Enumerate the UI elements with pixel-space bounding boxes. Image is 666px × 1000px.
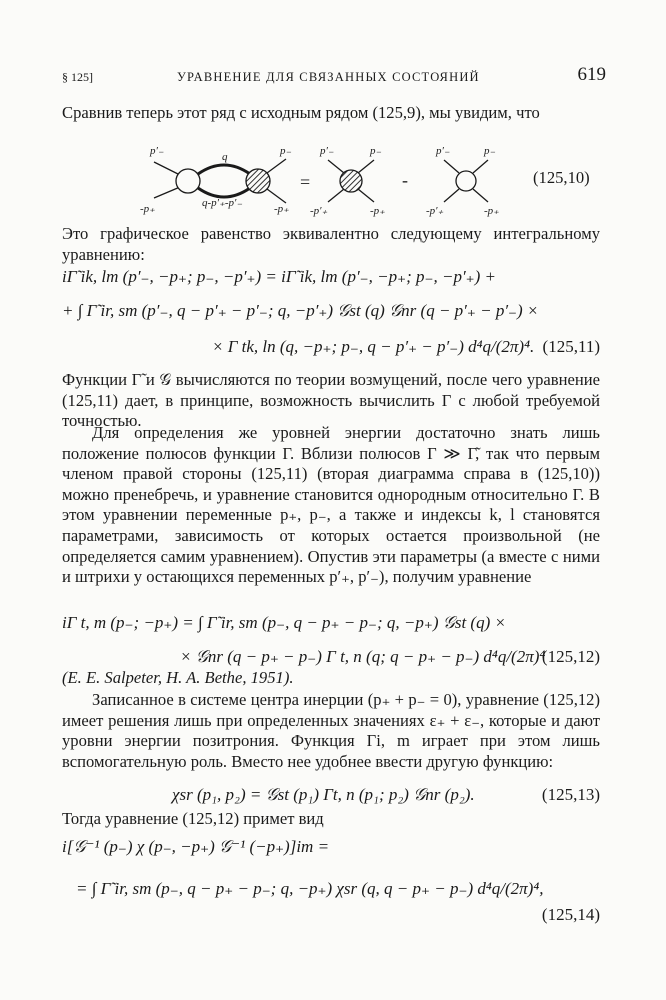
label-p-minus-prime-3: p′₋ xyxy=(436,145,450,157)
page-header xyxy=(62,64,606,90)
diagram-vertex-open xyxy=(444,160,488,202)
label-p-minus-prime-2: p′₋ xyxy=(320,145,334,157)
label-q-combo: q-p′₊-p′₋ xyxy=(202,197,243,209)
eq-number-125-10: (125,10) xyxy=(533,168,590,187)
label-q: q xyxy=(222,151,228,163)
minus-sign: - xyxy=(402,170,408,190)
equals-sign: = xyxy=(300,172,311,192)
eq-number-125-11: (125,11) xyxy=(542,337,600,356)
eq-125-14-line2: = ∫ Γ̃ ir, sm (p₋, q − p₊ − p₋; q, −p₊) χsr (q, q − p₊ − p₋) d⁴q/(2π)⁴, xyxy=(76,879,544,898)
label-p-minus: p₋ xyxy=(280,145,292,157)
paragraph-perturbation: Функции Γ̃ и 𝒢 вычисляются по теории возмущений, после чего уравнение (125,11) дает, в принципе, возможность вычислить Γ с любой требуемой точностью. xyxy=(62,370,600,431)
label-minus-p-plus-3: -p₊ xyxy=(484,205,499,217)
label-p-minus-prime: p′₋ xyxy=(150,145,164,157)
feynman-diagram-equation xyxy=(140,140,520,222)
paragraph-then: Тогда уравнение (125,12) примет вид xyxy=(62,809,324,828)
eq-number-125-14: (125,14) xyxy=(541,905,600,924)
running-title: УРАВНЕНИЕ ДЛЯ СВЯЗАННЫХ СОСТОЯНИЙ xyxy=(177,70,480,84)
label-minus-p-plus-2: -p₊ xyxy=(370,205,385,217)
eq-number-125-12: (125,12) xyxy=(541,647,600,666)
label-minus-p-plus-right: -p₊ xyxy=(274,203,289,215)
diagram-vertex-hatched xyxy=(328,160,374,202)
page-number: 619 xyxy=(577,64,606,85)
citation: (E. E. Salpeter, H. A. Bethe, 1951). xyxy=(62,668,294,687)
eq-125-14-line1: i[𝒢⁻¹ (p₋) χ (p₋, −p₊) 𝒢⁻¹ (−p₊)]im = xyxy=(62,837,330,856)
label-p-minus-2: p₋ xyxy=(370,145,382,157)
eq-125-11-line1: iΓ̃ ik, lm (p′₋, −p₊; p₋, −p′₊) = iΓ̃ ik, lm (p′₋, −p₊; p₋, −p′₊) + xyxy=(62,267,497,286)
paragraph-intro: Сравнив теперь этот ряд с исходным рядом (125,9), мы увидим, что xyxy=(62,103,540,122)
eq-number-125-13: (125,13) xyxy=(541,785,600,804)
eq-125-12-line2: × 𝒢nr (q − p₊ − p₋) Γ t, n (q; q − p₊ − p₋) d⁴q/(2π)⁴ (125,12) xyxy=(62,644,600,670)
eq-125-11-line2: + ∫ Γ̃ ir, sm (p′₋, q − p′₊ − p′₋; q, −p′₊) 𝒢st (q) 𝒢nr (q − p′₊ − p′₋) × xyxy=(62,301,539,320)
paragraph-center-of-mass: Записанное в системе центра инерции (p₊ + p₋ = 0), уравнение (125,12) имеет решения лишь при определенных значениях ε₊ + ε₋, которые и дают уровни энергии позитрония. Функция Γi, m играет при этом лишь вспомогательную роль. Вместо нее удобнее ввести другую функцию: xyxy=(62,690,600,771)
eq-125-13: χsr (p₁, p₂) = 𝒢st (p₁) Γt, n (p₁; p₂) 𝒢nr (p₂). (125,13) xyxy=(62,782,600,808)
paragraph-energy-levels: Для определения же уровней энергии достаточно знать лишь положение полюсов функции Γ. Вблизи полюсов Γ ≫ Γ̃, так что первым членом правой стороны (125,11) (вторая диаграмма справа в (125,10)) можно пренебречь, и уравнение становится однородным относительно Γ. В этом уравнении переменные p₊, p₋, а также и индексы k, l становятся параметрами, зависимость от которых остается произвольной (не определяется самим уравнением). Опустив эти параметры (а вместе с ними и штрихи у остающихся переменных p′₊, p′₋), получим уравнение xyxy=(62,423,600,587)
section-marker: § 125] xyxy=(62,70,93,84)
eq-125-12-line1: iΓ t, m (p₋; −p₊) = ∫ Γ̃ ir, sm (p₋, q − p₊ − p₋; q, −p₊) 𝒢st (q) × xyxy=(62,613,506,632)
label-p-minus-3: p₋ xyxy=(484,145,496,157)
label-minus-p-plus-prime-3: -p′₊ xyxy=(426,205,444,217)
paragraph-graphic-equality: Это графическое равенство эквивалентно следующему интегральному уравнению: xyxy=(62,224,600,264)
label-minus-p-plus: -p₊ xyxy=(140,203,155,215)
eq-125-11-line3: × Γ tk, ln (q, −p₊; p₋, q − p′₊ − p′₋) d⁴q/(2π)⁴. (125,11) xyxy=(62,334,600,360)
eq-125-14-number-line xyxy=(62,902,600,928)
label-minus-p-plus-prime-2: -p′₊ xyxy=(310,205,328,217)
